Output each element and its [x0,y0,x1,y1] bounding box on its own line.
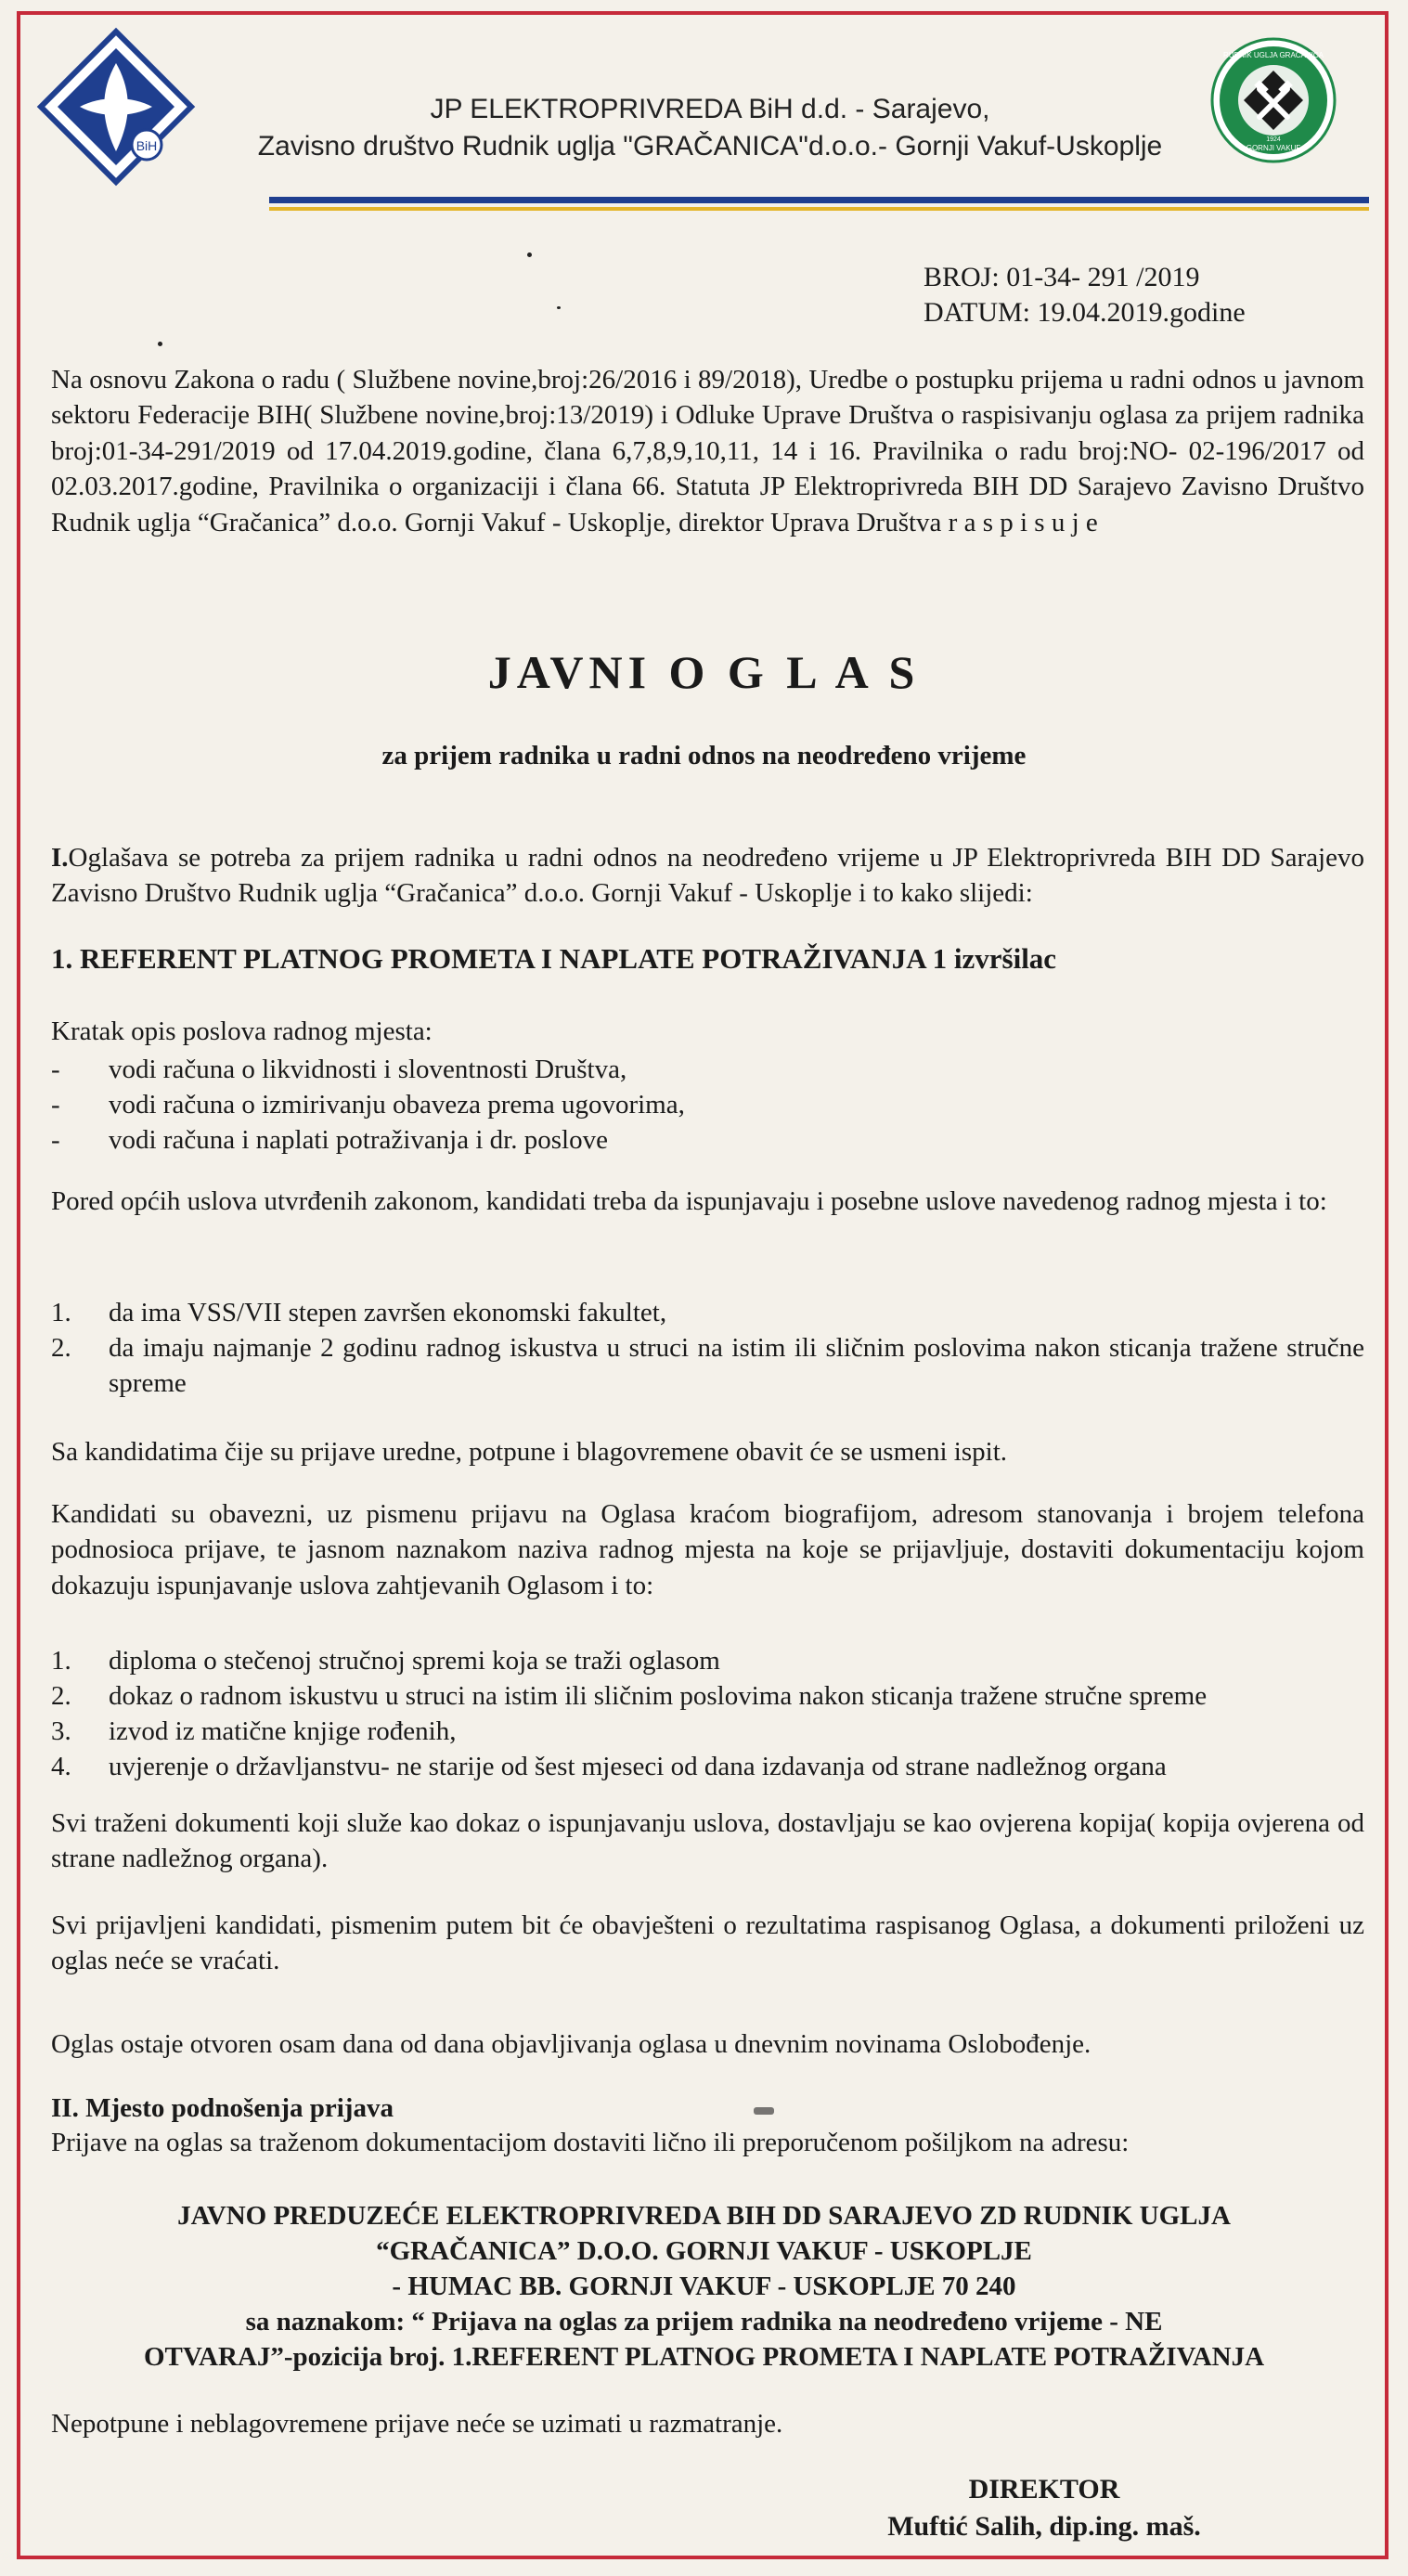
intro-paragraph: Na osnovu Zakona o radu ( Službene novine,broj:26/2016 i 89/2018), Uredbe o postupku prijema u radni odnos u javnom sektoru Federacije BIH( Službene novine,broj:13/2019) i Odluke Uprave Društva o raspisivanju oglasa za prijem radnika broj:01-34-291/2019 od 17.04.2019.godine, člana 6,7,8,9,10,11, 14 i 16. Pravilnika o radu broj:NO- 02-196/2017 od 02.03.2017.godine, Pravilnika o organizaciji i člana 66. Statuta JP Elektroprivreda BIH DD Sarajevo Zavisno Društvo Rudnik uglja “Gračanica” d.o.o. Gornji Vakuf - Uskoplje, direktor Uprava Društva r a s p i s u j e [51,365,1364,537]
section2-heading: II. Mjesto podnošenja prijava [51,2093,394,2123]
list-item [51,1678,1364,1714]
list-marker: - [51,1090,60,1120]
address-line: OTVARAJ”-pozicija broj. 1.REFERENT PLATNOG PROMETA I NAPLATE POTRAŽIVANJA [143,2342,1265,2372]
section1-paragraph [51,840,1364,912]
company-line-1: JP ELEKTROPRIVREDA BiH d.d. - Sarajevo, [430,94,990,124]
reference-date: DATUM: 19.04.2019.godine [924,297,1246,328]
list-marker: - [51,1125,60,1155]
list-item-text: vodi računa o izmirivanju obaveza prema ugovorima, [109,1090,685,1120]
documents-intro: Kandidati su obavezni, uz pismenu prijavu na Oglasa kraćom biografijom, adresom stanovanja i brojem telefona podnosioca prijave, te jasnom naznakom naziva radnog mjesta na koje se prijavljuje, dostaviti dokumentaciju kojom dokazuju ispunjavanje uslova zahtjevanih Oglasom i to: [51,1499,1364,1600]
address-line: sa naznakom: “ Prijava na oglas za prijem radnika na neodređeno vrijeme - NE [245,2307,1163,2337]
list-item [51,1643,1364,1678]
reference-block [924,260,1246,330]
list-item-text: da ima VSS/VII stepen završen ekonomski fakultet, [109,1298,667,1327]
notice-subtitle: za prijem radnika u radni odnos na neodređeno vrijeme [381,741,1027,770]
open-note: Oglas ostaje otvoren osam dana od dana objavljivanja oglasa u dnevnim novinama Oslobođenje. [51,2029,1092,2059]
list-item-text: da imaju najmanje 2 godinu radnog iskustva u struci na istim ili sličnim poslovima nakon sticanja tražene stručne spreme [109,1333,1364,1398]
documents-list [51,1643,1364,1784]
section2-text: Prijave na oglas sa traženom dokumentacijom dostaviti lično ili preporučenom pošiljkom na adresu: [51,2128,1130,2157]
list-marker: 2. [51,1333,71,1363]
list-item-text: izvod iz matične knjige rođenih, [109,1716,457,1746]
copies-note: Svi traženi dokumenti koji služe kao dokaz o ispunjavanju uslova, dostavljaju se kao ovjerena kopija( kopija ovjerena od strane nadležnog organa). [51,1808,1364,1874]
list-item [51,1052,1364,1087]
conditions-list [51,1295,1364,1401]
duties-title: Kratak opis poslova radnog mjesta: [51,1016,433,1046]
list-item [51,1295,1364,1330]
signature-title: DIREKTOR [968,2474,1120,2505]
notice-title: JAVNI O G L A S [487,646,921,698]
address-line: - HUMAC BB. GORNJI VAKUF - USKOPLJE 70 240 [392,2272,1016,2301]
address-block [37,2198,1371,2375]
list-item-text: dokaz o radnom iskustvu u struci na istim ili sličnim poslovima nakon sticanja tražene stručne spreme [109,1681,1208,1711]
list-marker: - [51,1055,60,1084]
signature-name: Muftić Salih, dip.ing. maš. [887,2511,1201,2542]
list-item [51,1330,1364,1401]
company-name [218,91,1202,165]
list-item-text: vodi računa o likvidnosti i sloventnosti Društva, [109,1055,627,1084]
exam-note: Sa kandidatima čije su prijave uredne, potpune i blagovremene obavit će se usmeni ispit. [51,1437,1008,1467]
signature-block [835,2471,1253,2545]
address-line: JAVNO PREDUZEĆE ELEKTROPRIVREDA BIH DD SARAJEVO ZD RUDNIK UGLJA [177,2201,1231,2231]
list-marker: 4. [51,1752,71,1781]
list-item [51,1749,1364,1784]
list-marker: 3. [51,1716,71,1746]
list-marker: 2. [51,1681,71,1711]
position-heading: 1. REFERENT PLATNOG PROMETA I NAPLATE POTRAŽIVANJA 1 izvršilac [51,942,1057,975]
list-item [51,1122,1364,1158]
closing-note: Nepotpune i neblagovremene prijave neće se uzimati u razmatranje. [51,2409,783,2439]
emblem-year: 1924 [1266,136,1281,143]
letterhead [0,0,1408,232]
list-marker: 1. [51,1646,71,1676]
emblem-top-text: RUDNIK UGLJA GRAČANICA [1222,51,1324,59]
notify-note: Svi prijavljeni kandidati, pismenim putem bit će obavješteni o rezultatima raspisanog Oglasa, a dokumenti priloženi uz oglas neće se vraćati. [51,1910,1364,1976]
elektroprivreda-logo [35,26,198,188]
emblem-bottom-text: GORNJI VAKUF [1246,144,1301,152]
company-line-2: Zavisno društvo Rudnik uglja "GRAČANICA"d.o.o.- Gornji Vakuf-Uskoplje [257,131,1163,162]
list-item-text: uvjerenje o državljanstvu- ne starije od šest mjeseci od dana izdavanja od strane nadležnog organa [109,1752,1167,1781]
list-item [51,1087,1364,1122]
list-item-text: diploma o stečenoj stručnoj spremi koja se traži oglasom [109,1646,720,1676]
list-item-text: vodi računa i naplati potraživanja i dr. poslove [109,1125,608,1155]
address-line: “GRAČANICA” D.O.O. GORNJI VAKUF - USKOPLJE [376,2236,1032,2266]
list-marker: 1. [51,1298,71,1327]
reference-number: BROJ: 01-34- 291 /2019 [924,262,1200,292]
mine-emblem-logo [1208,35,1338,165]
header-rule-yellow [269,207,1369,211]
section1-text: Oglašava se potreba za prijem radnika u radni odnos na neodređeno vrijeme u JP Elektroprivreda BIH DD Sarajevo Zavisno Društvo Rudnik uglja “Gračanica” d.o.o. Gornji Vakuf - Uskoplje i to kako slijedi: [51,843,1364,909]
duties-list [51,1052,1364,1158]
conditions-intro: Pored općih uslova utvrđenih zakonom, kandidati treba da ispunjavaju i posebne uslove navedenog radnog mjesta i to: [51,1186,1327,1216]
list-item [51,1714,1364,1749]
section1-lead: I. [51,843,69,873]
logo-bih-label: BiH [136,138,158,153]
header-rule-blue [269,197,1369,203]
